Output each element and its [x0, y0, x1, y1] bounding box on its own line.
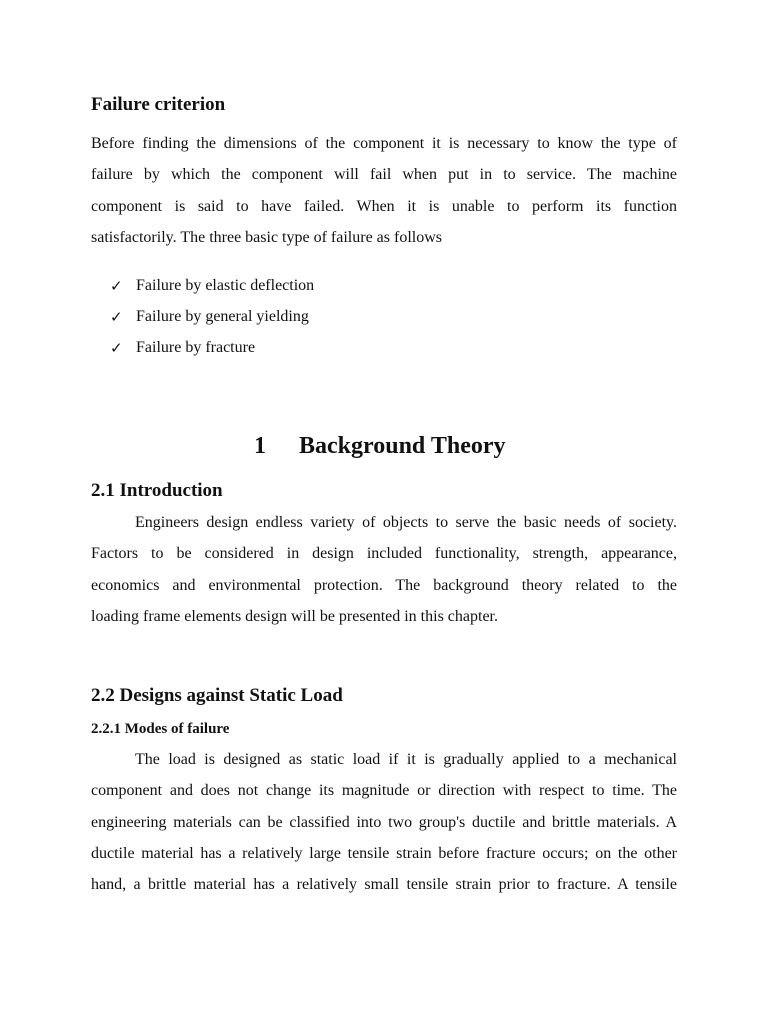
- static-load-paragraph: [91, 744, 677, 900]
- list-item-label: Failure by general yielding: [136, 307, 309, 325]
- paragraph-line: ductile material has a relatively large tensile strain before fracture occurs; on the other: [91, 844, 677, 862]
- paragraph-line: loading frame elements design will be presented in this chapter.: [91, 607, 498, 625]
- check-mark-icon: ✓: [110, 307, 123, 326]
- failure-types-list: [110, 270, 314, 363]
- introduction-paragraph: [91, 507, 677, 632]
- failure-criterion-heading: Failure criterion: [91, 94, 226, 115]
- check-mark-icon: ✓: [110, 276, 123, 295]
- introduction-heading: 2.1 Introduction: [91, 480, 223, 501]
- paragraph-line: Factors to be considered in design included functionality, strength, appearance,: [91, 545, 677, 563]
- check-mark-icon: ✓: [110, 338, 123, 357]
- modes-of-failure-subheading: 2.2.1 Modes of failure: [91, 721, 230, 737]
- failure-criterion-paragraph: [91, 128, 677, 253]
- list-item: [110, 301, 314, 332]
- list-item: [110, 270, 314, 301]
- static-load-heading: 2.2 Designs against Static Load: [91, 685, 343, 706]
- paragraph-line: The load is designed as static load if it is gradually applied to a mechanical: [135, 751, 677, 768]
- list-item-label: Failure by elastic deflection: [136, 276, 315, 294]
- list-item: [110, 332, 314, 363]
- paragraph-line: satisfactorily. The three basic type of failure as follows: [91, 228, 442, 246]
- paragraph-line: component and does not change its magnitude or direction with respect to time. The: [91, 782, 677, 800]
- chapter-title: [254, 432, 506, 460]
- paragraph-line: Before finding the dimensions of the component it is necessary to know the type of: [91, 135, 677, 152]
- chapter-number: 1: [254, 433, 266, 459]
- paragraph-line: Engineers design endless variety of objects to serve the basic needs of society.: [135, 514, 677, 531]
- list-item-label: Failure by fracture: [136, 338, 256, 356]
- chapter-title-text: Background Theory: [299, 433, 506, 459]
- paragraph-line: hand, a brittle material has a relatively small tensile strain prior to fracture. A tensile: [91, 876, 677, 894]
- paragraph-line: component is said to have failed. When it is unable to perform its function: [91, 197, 677, 215]
- paragraph-line: failure by which the component will fail when put in to service. The machine: [91, 166, 677, 184]
- paragraph-line: economics and environmental protection. The background theory related to the: [91, 576, 677, 594]
- paragraph-line: engineering materials can be classified into two group's ductile and brittle materials. A: [91, 813, 677, 831]
